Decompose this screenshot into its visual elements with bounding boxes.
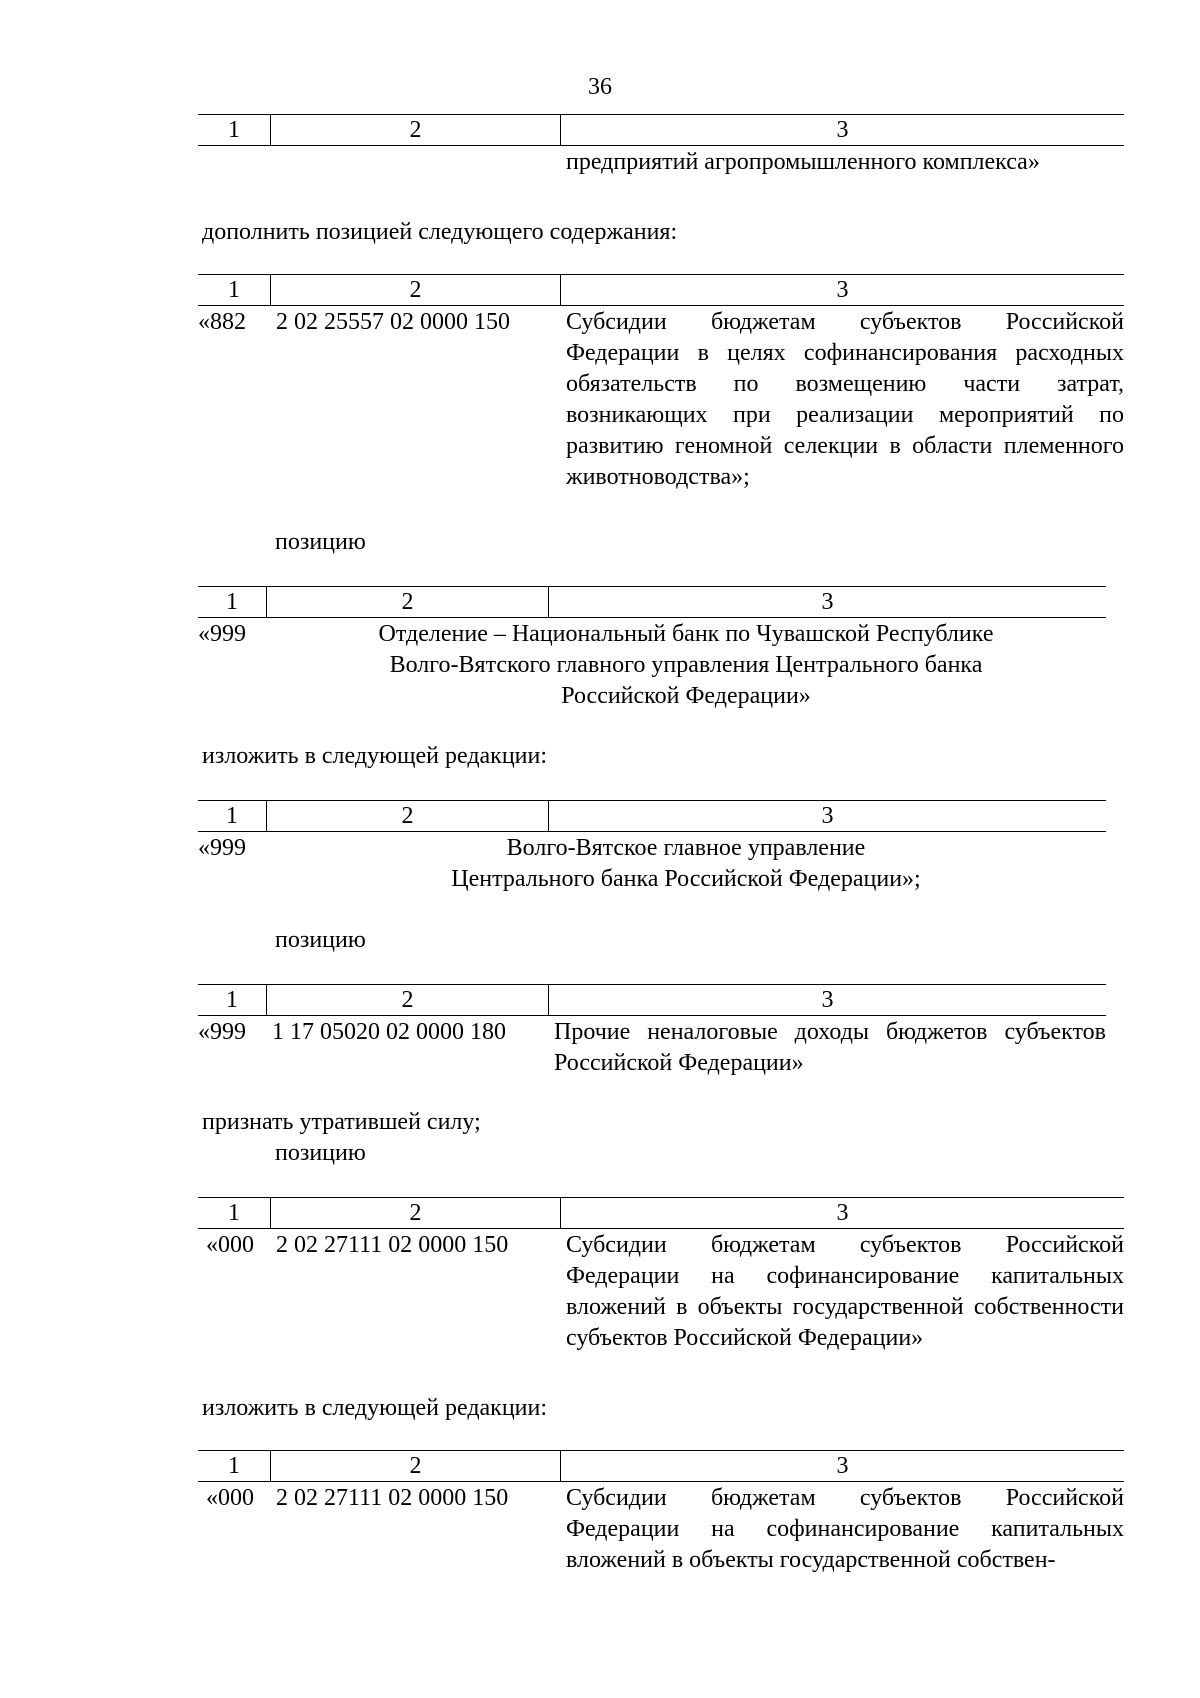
cell-revenue-code: 2 02 27111 02 0000 150 — [276, 1232, 509, 1258]
cell-description: предприятий агропромышленного комплекса» — [566, 149, 1040, 175]
instruction-text: изложить в следующей редакции: — [202, 1395, 548, 1421]
table-row — [198, 618, 1106, 712]
header-col-1: 1 — [226, 803, 238, 829]
header-col-1: 1 — [228, 117, 240, 143]
cell-revenue-code: 2 02 27111 02 0000 150 — [276, 1485, 509, 1511]
cell-description: Субсидии бюджетам субъектов Российской Федерации в целях софинансирования расходных обязательств по возмещению части затрат, возникающих при реализации мероприятий по развитию геномной селекции в области племенного животноводства»; — [566, 309, 1124, 490]
instruction-text: позицию — [275, 927, 366, 953]
table-row — [198, 1482, 1124, 1576]
header-col-2: 2 — [270, 1198, 560, 1228]
table-row — [198, 1016, 1106, 1079]
cell-admin-code: «999 — [198, 835, 246, 861]
cell-revenue-code: 2 02 25557 02 0000 150 — [276, 309, 510, 335]
cell-admin-code: «882 — [198, 309, 246, 335]
cell-admin-code: «999 — [198, 621, 246, 647]
instruction-text: изложить в следующей редакции: — [202, 743, 548, 769]
table-position-000-old — [198, 1197, 1124, 1354]
cell-admin-code: «000 — [206, 1485, 254, 1511]
table-header — [198, 586, 1106, 618]
page-number: 36 — [588, 74, 612, 100]
cell-revenue-code — [270, 147, 560, 178]
header-col-3: 3 — [548, 801, 1106, 831]
table-continuation — [198, 114, 1124, 178]
cell-description: Субсидии бюджетам субъектов Российской Федерации на софинансирование капитальных вложений в объекты государственной собственности субъектов Российской Федерации» — [566, 1232, 1124, 1351]
instruction-text: позицию — [275, 529, 366, 555]
header-col-1: 1 — [226, 589, 238, 615]
table-header — [198, 984, 1106, 1016]
instruction-text: позицию — [275, 1140, 366, 1166]
header-col-3: 3 — [560, 275, 1124, 305]
cell-admin-code: «999 — [198, 1019, 246, 1045]
cell-revenue-code: 1 17 05020 02 0000 180 — [272, 1019, 506, 1045]
header-col-2: 2 — [266, 587, 548, 617]
table-position-999-revenue — [198, 984, 1106, 1079]
table-row — [198, 1229, 1124, 1354]
header-col-1: 1 — [228, 1200, 240, 1226]
header-col-2: 2 — [266, 801, 548, 831]
cell-description: Субсидии бюджетам субъектов Российской Федерации на софинансирование капитальных вложений в объекты государственной собствен- — [566, 1485, 1124, 1573]
table-header — [198, 800, 1106, 832]
cell-admin-code — [198, 147, 270, 178]
header-col-2: 2 — [266, 985, 548, 1015]
header-col-3: 3 — [560, 1198, 1124, 1228]
table-header — [198, 114, 1124, 146]
header-col-3: 3 — [548, 985, 1106, 1015]
instruction-text: дополнить позицией следующего содержания: — [202, 219, 678, 245]
table-position-000-new — [198, 1450, 1124, 1576]
table-row — [198, 832, 1106, 895]
header-col-3: 3 — [560, 115, 1124, 145]
table-position-999-new — [198, 800, 1106, 895]
header-col-1: 1 — [228, 1453, 240, 1479]
header-col-1: 1 — [226, 987, 238, 1013]
cell-description: Прочие неналоговые доходы бюджетов субъектов Российской Федерации» — [554, 1019, 1106, 1076]
table-row — [198, 306, 1124, 493]
instruction-text: признать утратившей силу; — [202, 1109, 481, 1135]
header-col-2: 2 — [270, 1451, 560, 1481]
cell-admin-name: Волго-Вятское главное управление Центрального банка Российской Федерации»; — [451, 835, 921, 892]
table-header — [198, 274, 1124, 306]
cell-admin-code: «000 — [206, 1232, 254, 1258]
cell-admin-name: Отделение – Национальный банк по Чувашской Республике Волго-Вятского главного управления Центрального банка Российской Федерации» — [378, 621, 994, 709]
header-col-2: 2 — [270, 275, 560, 305]
table-position-999-old — [198, 586, 1106, 712]
table-row — [198, 146, 1124, 178]
header-col-3: 3 — [560, 1451, 1124, 1481]
table-header — [198, 1450, 1124, 1482]
table-header — [198, 1197, 1124, 1229]
table-position-882 — [198, 274, 1124, 493]
header-col-2: 2 — [270, 115, 560, 145]
header-col-3: 3 — [548, 587, 1106, 617]
header-col-1: 1 — [228, 277, 240, 303]
